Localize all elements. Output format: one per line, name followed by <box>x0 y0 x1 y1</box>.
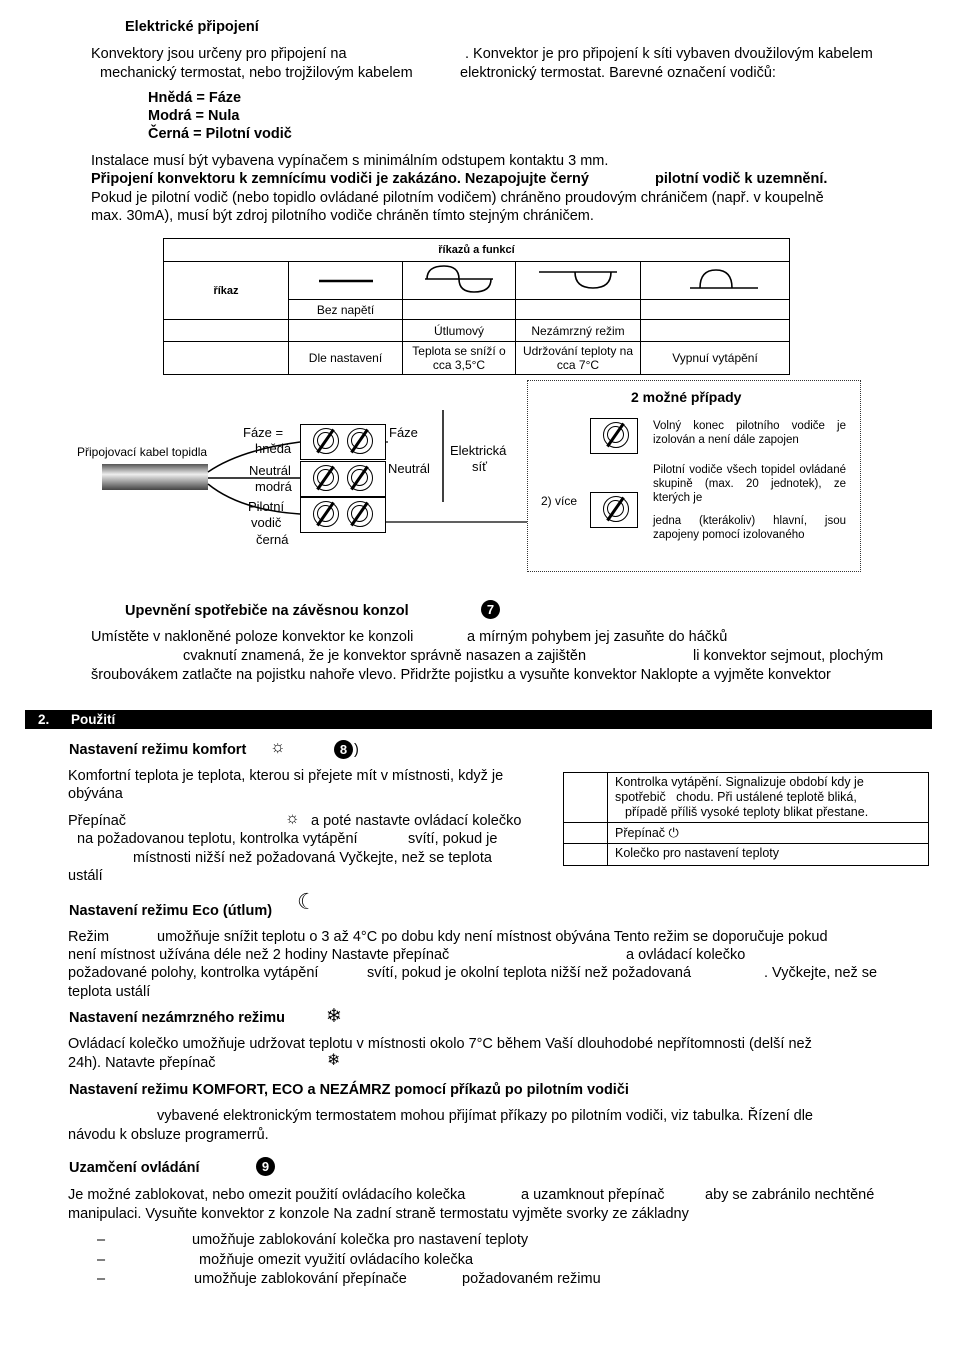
sun-icon: ☼ <box>285 810 300 827</box>
pilot-text: návodu k obsluze programerrů. <box>68 1127 269 1143</box>
mounting-text: a mírným pohybem jej zasuňte do háčků <box>467 629 728 645</box>
eco-text: teplota ustálí <box>68 984 151 1000</box>
case2-text: Pilotní vodiče všech topidel ovládané skupině (max. 20 jednotek), ze kterých je <box>653 464 846 504</box>
control-heating-indicator: Kontrolka vytápění. Signalizuje období kdy je spotřebič chodu. Při ustálené teplotě bliká, případě příliš vysoké teploty blikat přestane. <box>608 773 929 823</box>
lock-text: Je možné zablokovat, nebo omezit použití ovládacího kolečka <box>68 1187 466 1203</box>
eco-heading: Nastavení režimu Eco (útlum) <box>69 903 273 919</box>
eco-text: a ovládací kolečko <box>626 947 746 963</box>
control-switch: Přepínač ⏻ <box>608 823 929 844</box>
screw-icon <box>313 501 339 527</box>
terminal-phase <box>300 424 386 460</box>
terminal-case1 <box>590 418 638 454</box>
cable-icon <box>102 464 208 490</box>
screw-icon <box>347 428 373 454</box>
ground-warning: Připojení konvektoru k zemnícímu vodiči je zakázáno. Nezapojujte černý <box>91 171 589 187</box>
neutral-wire-label: modrá <box>255 479 292 494</box>
step-8-icon: 8 <box>334 740 353 759</box>
no-voltage-cell: Bez napětí <box>289 300 403 320</box>
grid-label: síť <box>472 459 487 474</box>
screw-icon <box>347 465 373 491</box>
section-bar <box>25 710 932 729</box>
wire-color-blue: Modrá = Nula <box>148 108 240 124</box>
screw-icon <box>313 465 339 491</box>
wire-color-brown: Hnědá = Fáze <box>148 90 242 106</box>
command-row-label: říkaz <box>164 262 289 320</box>
mode-eco-cell: Útlumový <box>403 320 516 342</box>
phase-wire-label: hnědá <box>255 441 292 456</box>
control-dial: Kolečko pro nastavení teploty <box>608 844 929 866</box>
screw-icon <box>603 496 629 522</box>
grid-neutral-label: Neutrál <box>388 461 430 476</box>
func-off-cell: Vypnuí vytápění <box>641 342 790 375</box>
lock-heading: Uzamčení ovládání <box>69 1160 200 1176</box>
step-9-icon: 9 <box>256 1157 275 1176</box>
snowflake-icon: ❄ <box>327 1052 341 1069</box>
install-text: Instalace musí být vybavena vypínačem s minimálním odstupem kontaktu 3 mm. <box>91 153 609 169</box>
mounting-text: šroubovákem zatlačte na pojistku nahoře vlevo. Přidržte pojistku a vysuňte konvektor Naklopte a vyjměte konvektor <box>91 667 831 683</box>
eco-text: . Vyčkejte, než se <box>764 965 878 981</box>
mode-frost-cell: Nezámrzný režim <box>516 320 641 342</box>
sun-icon: ☼ <box>270 737 286 756</box>
frost-heading: Nastavení nezámrzného režimu <box>69 1010 285 1026</box>
func-setting-cell: Dle nastavení <box>289 342 403 375</box>
intro-text: mechanický termostat, nebo trojžilovým kabelem <box>100 65 413 81</box>
signal-full-wave-icon <box>403 262 516 300</box>
frost-text: Ovládací kolečko umožňuje udržovat teplotu v místnosti okolo 7°C během Vaší dlouhodobé nepřítomnosti (delší než <box>68 1036 812 1052</box>
eco-text: požadované polohy, kontrolka vytápění <box>68 965 319 981</box>
list-dash: – <box>97 1232 106 1248</box>
ground-warning: pilotní vodič k uzemnění. <box>655 171 828 187</box>
wire-color-black: Černá = Pilotní vodič <box>148 126 292 142</box>
terminal-pilot <box>300 497 386 533</box>
intro-text: elektronický termostat. Barevné označení vodičů: <box>460 65 776 81</box>
comfort-text: Komfortní teplota je teplota, kterou si přejete mít v místnosti, když je obývána <box>68 768 504 802</box>
step-7-icon: 7 <box>481 600 500 619</box>
eco-text: umožňuje snížit teplotu o 3 až 4°C po dobu kdy není místnost obývána Tento režim se doporučuje pokud <box>157 929 828 945</box>
command-table-title: říkazů a funkcí <box>164 239 790 262</box>
screw-icon <box>347 501 373 527</box>
pilot-heading: Nastavení režimu KOMFORT, ECO a NEZÁMRZ pomocí příkazů po pilotním vodiči <box>69 1082 629 1098</box>
comfort-text: na požadovanou teplotu, kontrolka vytápění <box>77 831 358 847</box>
pilot-protection-text: Pokud je pilotní vodič (nebo topidlo ovládané pilotním vodičem) chráněno proudovým chráničem (např. v koupelně <box>91 190 824 206</box>
cases-title: 2 možné případy <box>631 389 742 405</box>
moon-icon: ☾ <box>297 889 317 914</box>
cable-label: Připojovací kabel topidla <box>77 445 208 459</box>
phase-wire-label: Fáze = <box>243 425 284 440</box>
list-dash: – <box>97 1271 106 1287</box>
terminal-case2 <box>590 492 638 528</box>
section-title: Použití <box>71 712 116 727</box>
lock-text: a uzamknout přepínač <box>521 1187 665 1203</box>
eco-text: Režim <box>68 929 110 945</box>
case1-text: Volný konec pilotního vodiče je izolován a není dále zapojen <box>653 420 846 446</box>
mounting-text: Umístěte v nakloněné poloze konvektor ke konzoli <box>91 629 414 645</box>
func-eco-cell: Teplota se sníží o cca 3,5°C <box>403 342 516 375</box>
case2-label: 2) více <box>541 494 578 508</box>
comfort-text: Přepínač <box>68 813 127 829</box>
grid-phase-label: Fáze <box>389 425 418 440</box>
list-item: požadovaném režimu <box>462 1271 601 1287</box>
snowflake-icon: ❄ <box>326 1006 342 1027</box>
comfort-text: ustálí <box>68 868 103 884</box>
eco-text: není místnost užívána déle než 2 hodiny Nastavte přepínač <box>68 947 450 963</box>
pilot-wire-label: černá <box>256 532 289 547</box>
signal-negative-half-icon <box>516 262 641 300</box>
intro-text: . Konvektor je pro připojení k síti vybaven dvoužilovým kabelem <box>465 46 873 62</box>
frost-text: 24h). Natavte přepínač <box>68 1055 216 1071</box>
lock-text: aby se zabránilo nechtěné <box>705 1187 875 1203</box>
list-item: umožňuje zablokování přepínače <box>194 1271 407 1287</box>
list-item: možňuje omezit využití ovládacího kolečka <box>199 1252 474 1268</box>
func-frost-cell: Udržování teploty na cca 7°C <box>516 342 641 375</box>
power-icon: ⏻ <box>668 825 679 840</box>
screw-icon <box>313 428 339 454</box>
mounting-text: cvaknutí znamená, že je konvektor správně nasazen a zajištěn <box>183 648 587 664</box>
mounting-heading: Upevnění spotřebiče na závěsnou konzol <box>125 603 409 619</box>
pilot-protection-text: max. 30mA), musí být zdroj pilotního vodiče chráněn tímto stejným chráničem. <box>91 208 594 224</box>
list-dash: – <box>97 1252 106 1268</box>
electrical-heading: Elektrické připojení <box>125 19 259 35</box>
comfort-text: a poté nastavte ovládací kolečko <box>311 813 522 829</box>
list-item: umožňuje zablokování kolečka pro nastavení teploty <box>192 1232 529 1248</box>
mounting-text: li konvektor sejmout, plochým <box>693 648 884 664</box>
comfort-heading-close: ) <box>354 742 359 758</box>
terminal-neutral <box>300 461 386 497</box>
comfort-text: svítí, pokud je <box>408 831 498 847</box>
case2-text: jedna (kterákoliv) hlavní, jsou zapojeny pomocí izolovaného <box>653 515 846 541</box>
pilot-text: vybavené elektronickým termostatem mohou přijímat příkazy po pilotním vodiči, viz tabulka. Řízení dle <box>157 1108 813 1124</box>
controls-table <box>563 772 929 866</box>
pilot-wire-label: Pilotní <box>248 499 285 514</box>
eco-text: svítí, pokud je okolní teplota nižší než požadovaná <box>367 965 692 981</box>
lock-text: manipulaci. Vysuňte konvektor z konzole Na zadní straně termostatu vyjměte svorky ze základny <box>68 1206 689 1222</box>
signal-positive-half-icon <box>641 262 790 300</box>
neutral-wire-label: Neutrál <box>249 463 291 478</box>
section-number: 2. <box>38 712 50 727</box>
comfort-heading: Nastavení režimu komfort <box>69 742 247 758</box>
grid-label: Elektrická <box>450 443 507 458</box>
pilot-command-table <box>163 238 790 375</box>
signal-flat-icon <box>289 262 403 300</box>
pilot-wire-label: vodič <box>251 515 282 530</box>
screw-icon <box>603 422 629 448</box>
comfort-text: místnosti nižší než požadovaná Vyčkejte, než se teplota <box>133 850 492 866</box>
intro-text: Konvektory jsou určeny pro připojení na <box>91 46 347 62</box>
